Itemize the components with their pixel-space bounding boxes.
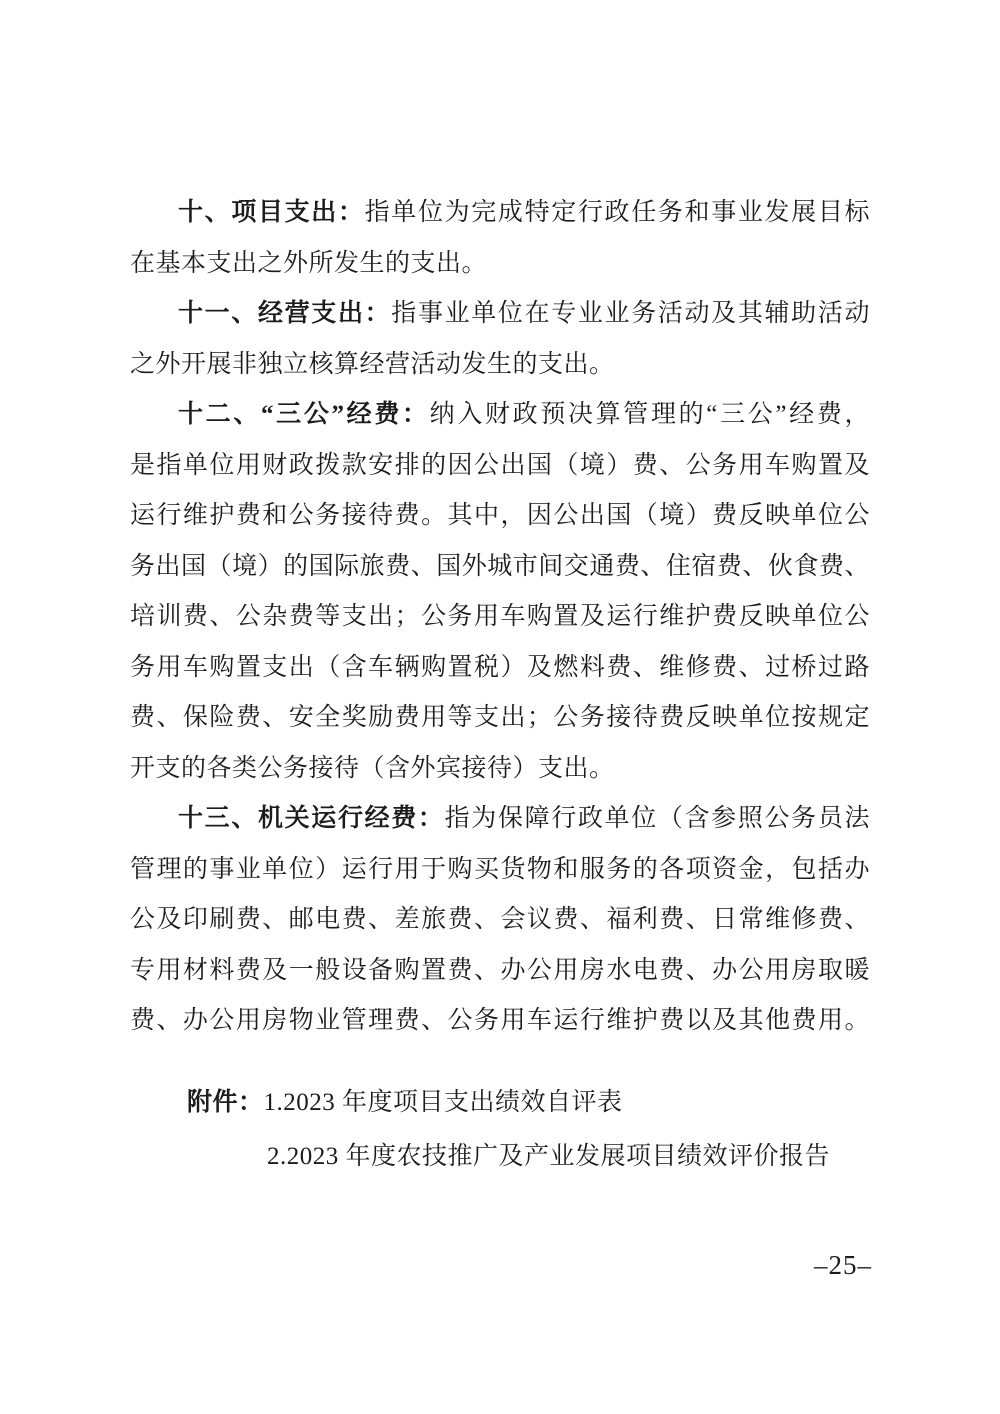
text-line: 运行维护费和公务接待费。其中，因公出国（境）费反映单位公 (130, 502, 870, 529)
text-line: 开支的各类公务接待（含外宾接待）支出。 (130, 754, 615, 782)
text-line: 之外开展非独立核算经营活动发生的支出。 (130, 350, 615, 378)
paragraph-heading: 十三、机关运行经费： (178, 805, 445, 832)
text-line: 十一、经营支出：指事业单位在专业业务活动及其辅助活动 (178, 300, 870, 327)
text-line: 十二、“三公”经费：纳入财政预决算管理的“三公”经费， (178, 401, 870, 428)
text-line: 管理的事业单位）运行用于购买货物和服务的各项资金，包括办 (130, 855, 870, 883)
text-line: 费、保险费、安全奖励费用等支出；公务接待费反映单位按规定 (130, 704, 870, 731)
text-line: 费、办公用房物业管理费、公务用车运行维护费以及其他费用。 (130, 1007, 870, 1034)
text-line: 十、项目支出：指单位为完成特定行政任务和事业发展目标 (178, 199, 870, 226)
paragraph-heading: 十二、“三公”经费： (178, 401, 430, 428)
text-line: 务出国（境）的国际旅费、国外城市间交通费、住宿费、伙食费、 (130, 552, 870, 580)
text-line: 培训费、公杂费等支出；公务用车购置及运行维护费反映单位公 (130, 603, 870, 630)
document-body (130, 188, 870, 1047)
attachment-item-1: 1.2023 年度项目支出绩效自评表 (263, 1089, 623, 1116)
text-line: 是指单位用财政拨款安排的因公出国（境）费、公务用车购置及 (130, 451, 870, 479)
paragraph-heading: 十一、经营支出： (178, 300, 392, 327)
text-line: 务用车购置支出（含车辆购置税）及燃料费、维修费、过桥过路 (130, 653, 870, 681)
text-line: 在基本支出之外所发生的支出。 (130, 249, 488, 277)
page-number: –25– (814, 1250, 872, 1280)
attachment-item-2: 2.2023 年度农技推广及产业发展项目绩效评价报告 (267, 1143, 831, 1170)
attachments-section (130, 1076, 870, 1184)
attachment-line (130, 1076, 870, 1130)
text-line: 专用材料费及一般设备购置费、办公用房水电费、办公用房取暖 (130, 956, 870, 984)
attachments-label: 附件： (187, 1089, 264, 1116)
paragraph-heading: 十、项目支出： (178, 199, 365, 226)
text-line: 公及印刷费、邮电费、差旅费、会议费、福利费、日常维修费、 (130, 906, 870, 933)
text-line: 十三、机关运行经费：指为保障行政单位（含参照公务员法 (178, 805, 870, 832)
